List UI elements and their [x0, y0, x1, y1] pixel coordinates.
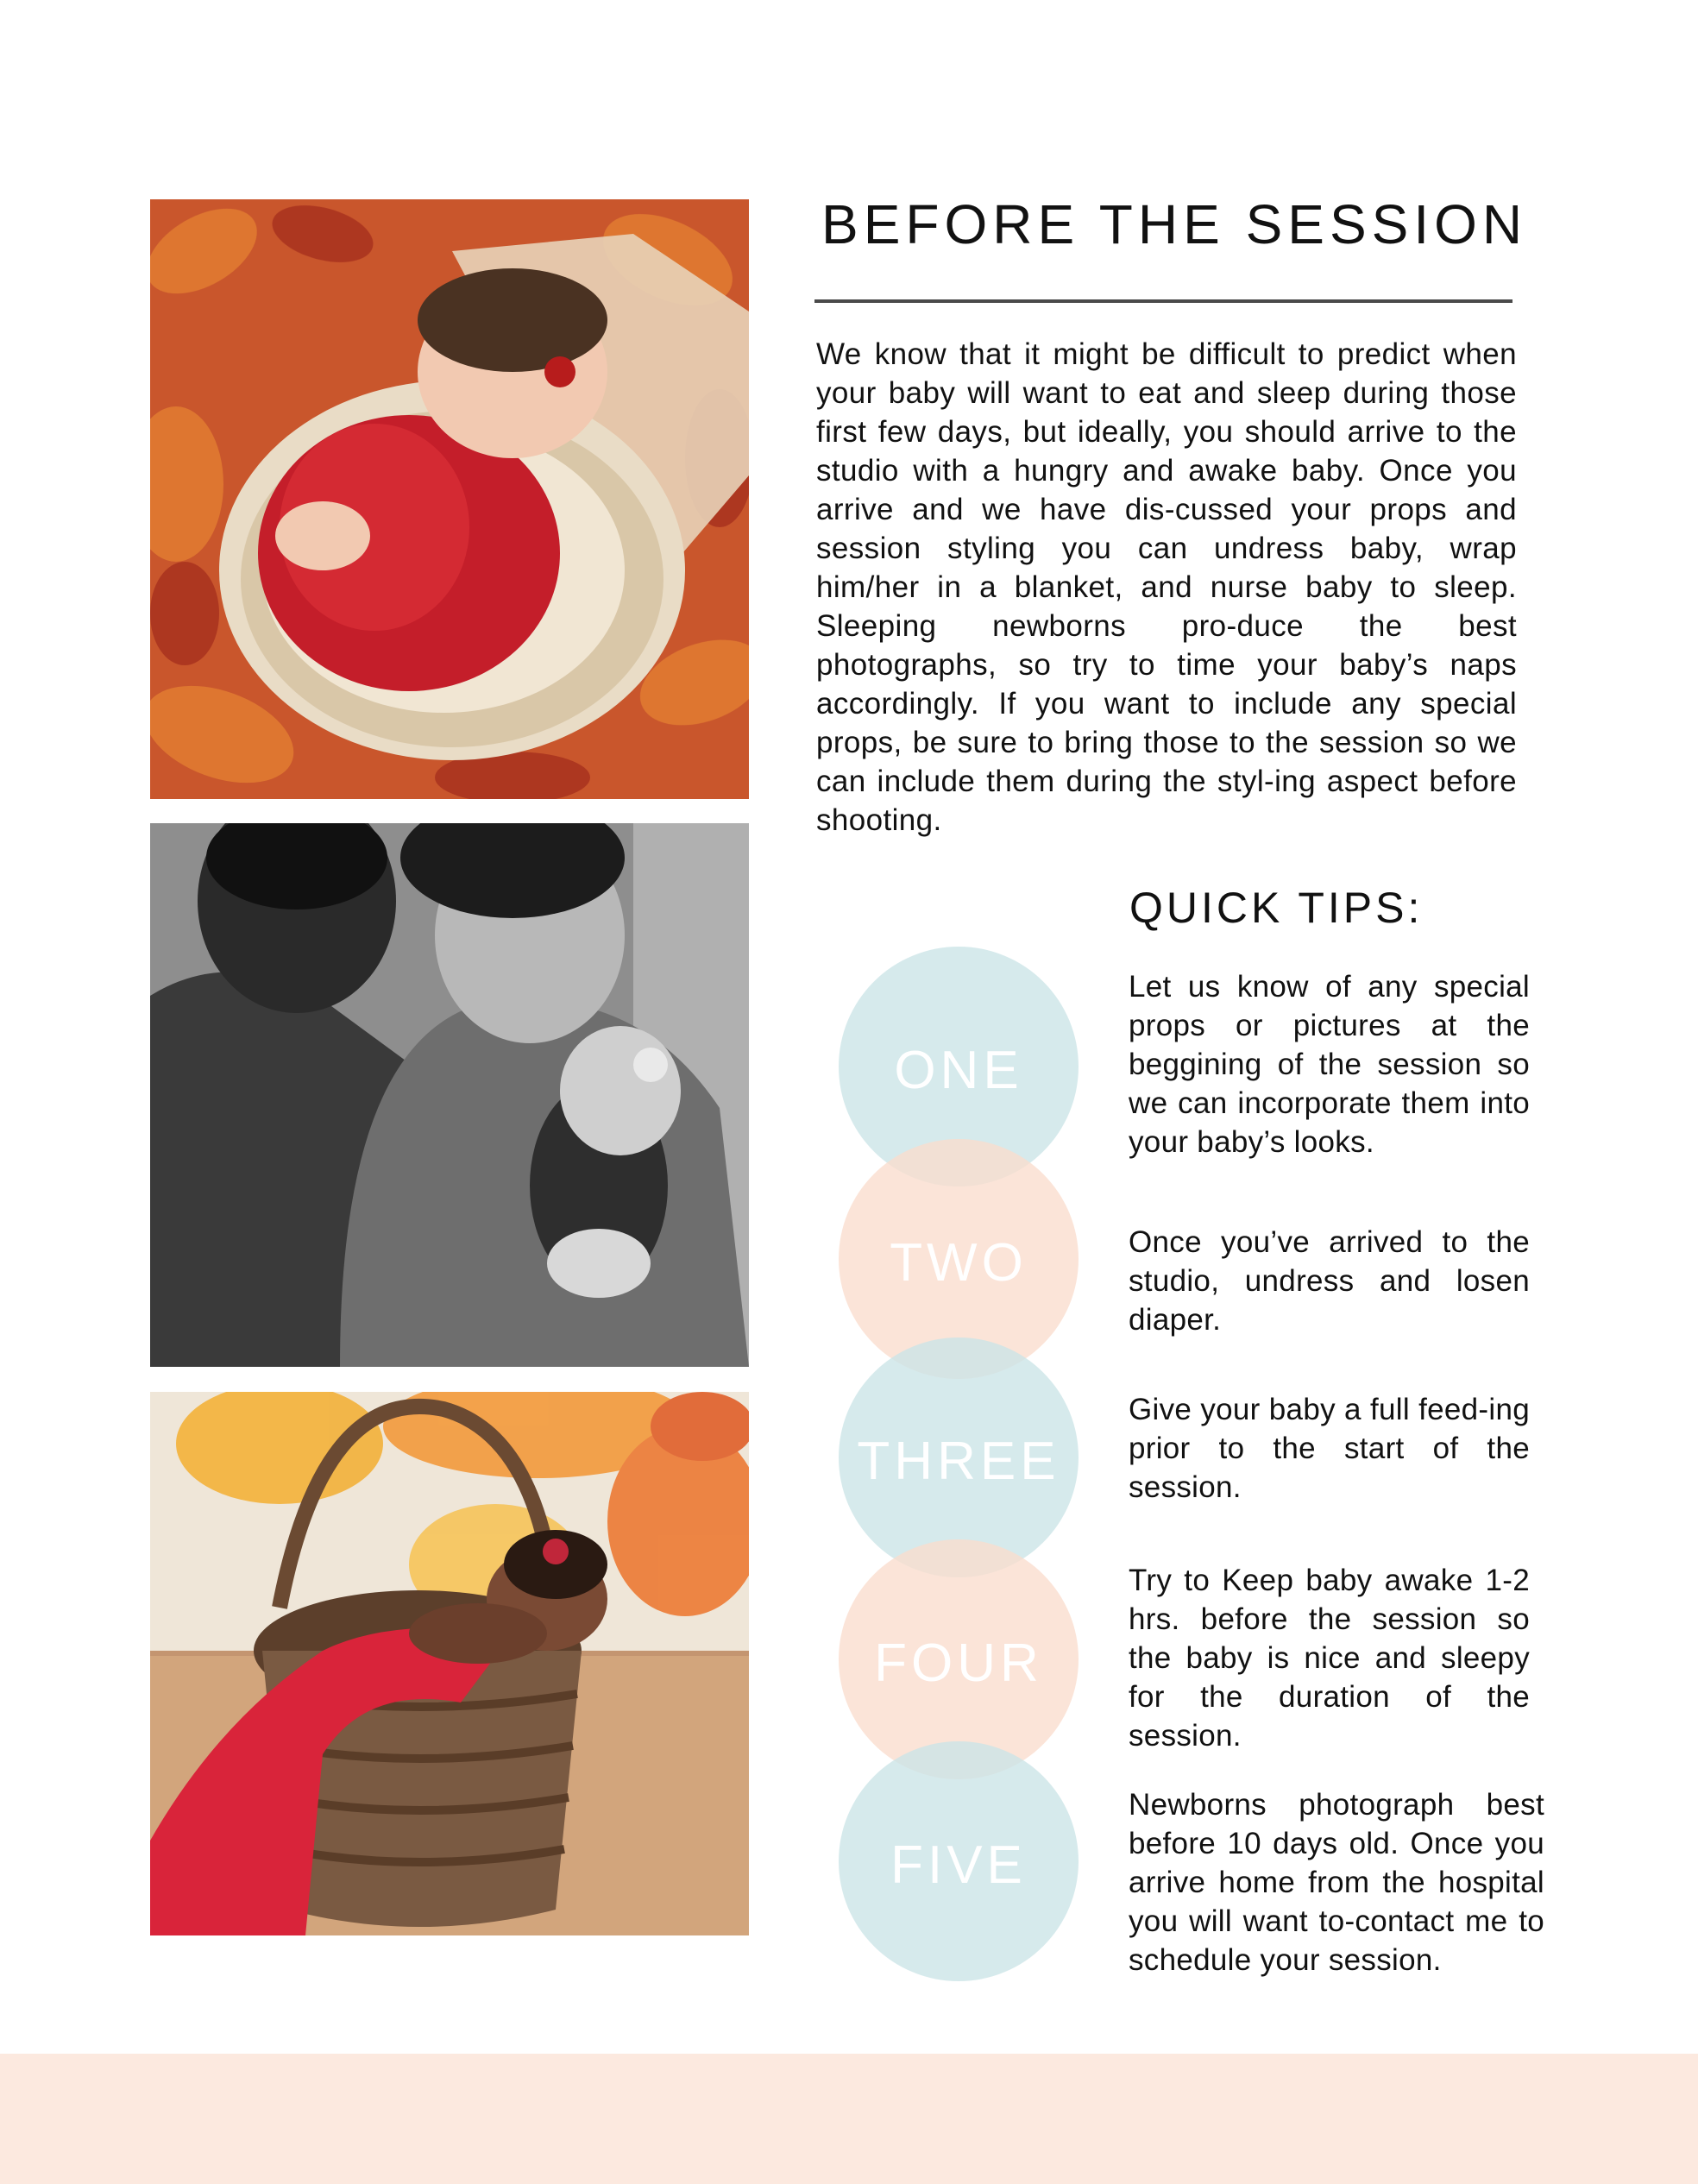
tip-number-label: FIVE — [890, 1835, 1027, 1895]
tip-number-label: ONE — [894, 1040, 1023, 1100]
newborn-red-wrap-photo — [150, 199, 749, 799]
title-divider — [814, 299, 1512, 303]
tip-text-five: Newborns photograph best before 10 days old. Once you arrive home from the hospital you will want to-contact me to schedule your session. — [1129, 1788, 1544, 1977]
tip-text-four: Try to Keep baby awake 1-2 hrs. before the session so the baby is nice and sleepy for the duration of the session. — [1129, 1564, 1530, 1753]
intro-paragraph: We know that it might be difficult to predict when your baby will want to eat and sleep during those first few days, but ideally, you should arrive to the studio with a hungry and awake baby. Once you arrive and we have dis-cussed your props and session styling you can undress baby, wrap him/her in a blanket, and nurse baby to sleep. Sleeping newborns pro-duce the best photographs, so try to time your baby’s naps accordingly. If you want to include any special props, be sure to bring those to the session so we can include them during the styl-ing aspect before shooting. — [816, 337, 1517, 837]
page-title: BEFORE THE SESSION — [821, 193, 1528, 255]
newborn-basket-photo — [150, 1392, 749, 1935]
quick-tips-title: QUICK TIPS: — [1129, 884, 1424, 932]
tip-circle-five — [839, 1741, 1079, 1981]
tip-number-label: THREE — [857, 1431, 1060, 1491]
tip-text-one: Let us know of any special props or pictures at the beggining of the session so we can incorporate them into your baby’s looks. — [1129, 970, 1530, 1159]
family-newborn-bw-photo — [150, 823, 749, 1367]
footer-band — [0, 2054, 1698, 2184]
tip-number-label: FOUR — [874, 1633, 1043, 1693]
tip-text-two: Once you’ve arrived to the studio, undress and losen diaper. — [1129, 1225, 1530, 1337]
tip-number-label: TWO — [890, 1232, 1028, 1293]
tip-text-three: Give your baby a full feed-ing prior to the start of the session. — [1129, 1393, 1530, 1504]
